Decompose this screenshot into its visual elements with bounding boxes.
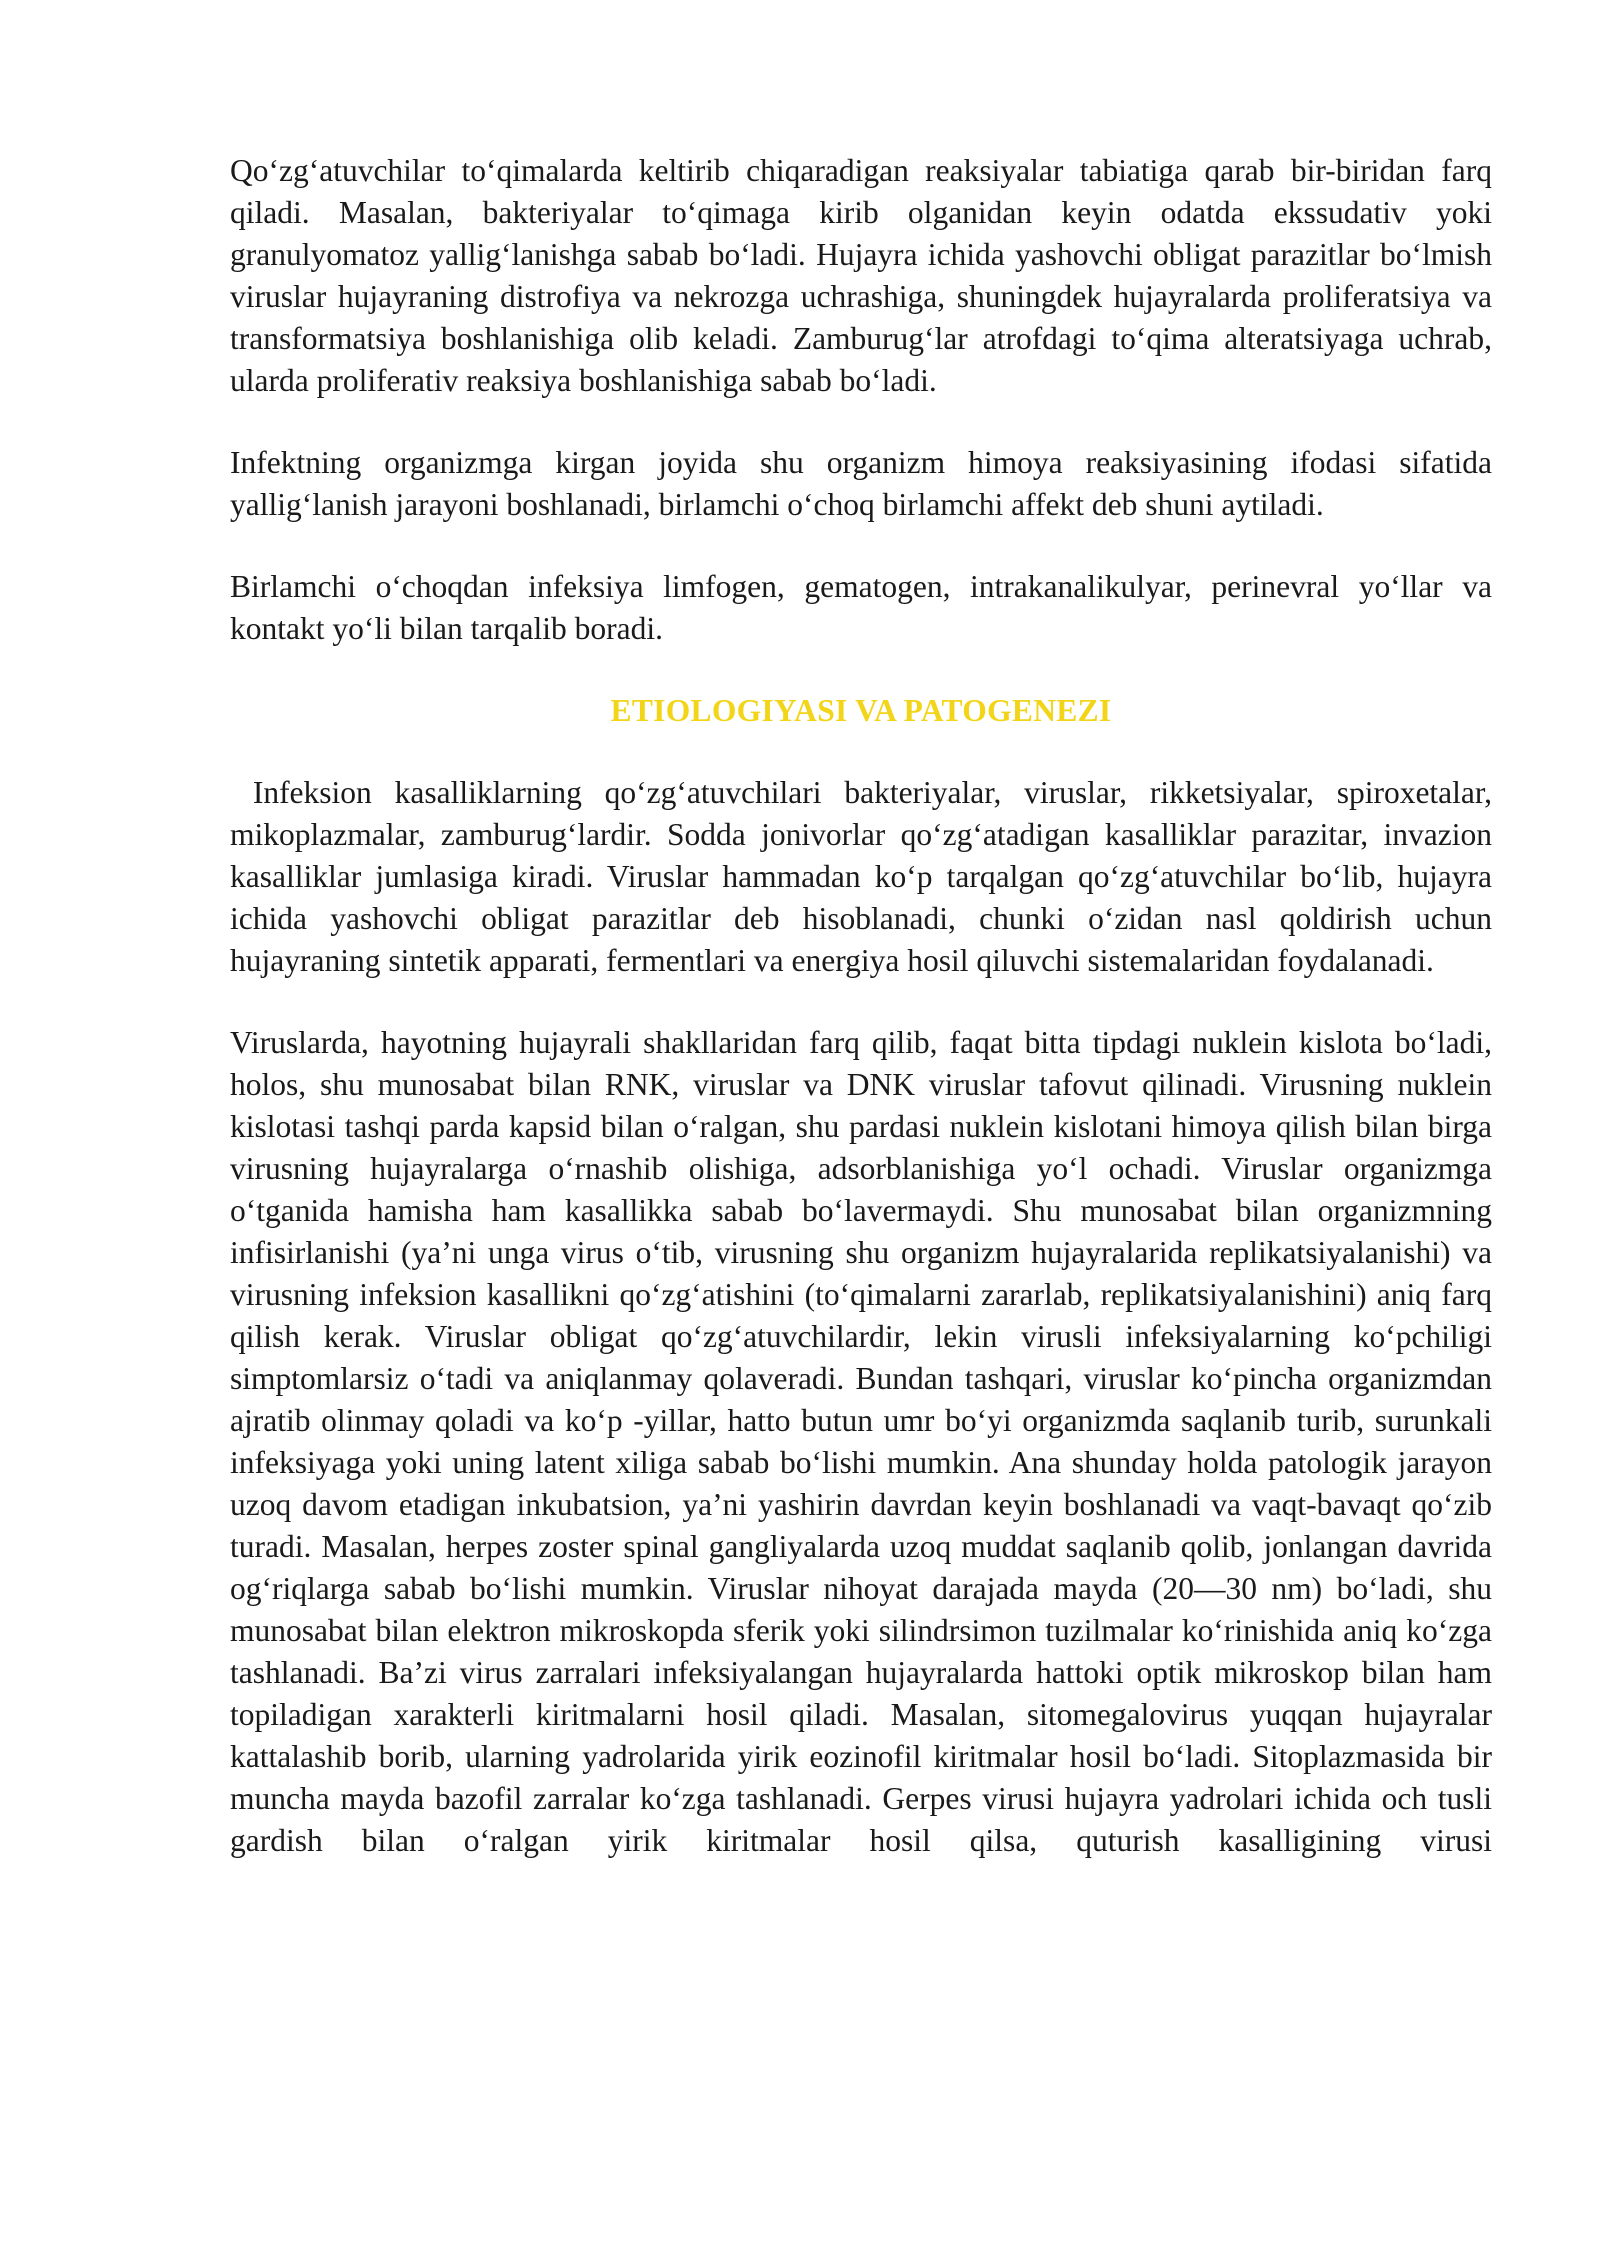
section-heading: ETIOLOGIYASI VA PATOGENEZI — [610, 693, 1112, 728]
paragraph-infectious-agents: Infeksion kasalliklarning qoʻzgʻatuvchilari bakteriyalar, viruslar, rikketsiyalar, spiroxetalar, mikoplazmalar, zamburugʻlardir. Sodda jonivorlar qoʻzgʻatadigan kasalliklar parazitar, invazion kasalliklar jumlasiga kiradi. Viruslar hammadan koʻp tarqalgan qoʻzgʻatuvchilar boʻlib, hujayra ichida yashovchi obligat parazitlar deb hisoblanadi, chunki oʻzidan nasl qoldirish uchun hujayraning sintetik apparati, fermentlari va energiya hosil qiluvchi sistemalaridan foydalanadi. — [230, 775, 1500, 978]
paragraph-pathogen-reactions: Qoʻzgʻatuvchilar toʻqimalarda keltirib chiqaradigan reaksiyalar tabiatiga qarab bir-biridan farq qiladi. Masalan, bakteriyalar toʻqimaga kirib olganidan keyin odatda ekssudativ yoki granulyomatoz yalligʻlanishga sabab boʻladi. Hujayra ichida yashovchi obligat parazitlar boʻlmish viruslar hujayraning distrofiya va nekrozga uchrashiga, shuningdek hujayralarda proliferatsiya va transformatsiya boshlanishiga olib keladi. Zamburugʻlar atrofdagi toʻqima alteratsiyaga uchrab, ularda proliferativ reaksiya boshlanishiga sabab boʻladi. — [230, 153, 1492, 398]
paragraph-primary-focus: Infektning organizmga kirgan joyida shu organizm himoya reaksiyasining ifodasi sifatida yalligʻlanish jarayoni boshlanadi, birlamchi oʻchoq birlamchi affekt deb shuni aytiladi. — [230, 445, 1492, 522]
paragraph-viruses: Viruslarda, hayotning hujayrali shakllaridan farq qilib, faqat bitta tipdagi nuklein kislota boʻladi, holos, shu munosabat bilan RNK, viruslar va DNK viruslar tafovut qilinadi. Virusning nuklein kislotasi tashqi parda kapsid bilan oʻralgan, shu pardasi nuklein kislotani himoya qilish bilan birga virusning hujayralarga oʻrnashib olishiga, adsorblanishiga yoʻl ochadi. Viruslar organizmga oʻtganida hamisha ham kasallikka sabab boʻlavermaydi. Shu munosabat bilan organizmning infisirlanishi (yaʼni unga virus oʻtib, virusning shu organizm hujayralarida replikatsiyalanishi) va virusning infeksion kasallikni qoʻzgʻatishini (toʻqimalarni zararlab, replikatsiyalanishini) aniq farq qilish kerak. Viruslar obligat qoʻzgʻatuvchilardir, lekin virusli infeksiyalarning koʻpchiligi simptomlarsiz oʻtadi va aniqlanmay qolaveradi. Bundan tashqari, viruslar koʻpincha organizmdan ajratib olinmay qoladi va koʻp -yillar, hatto butun umr boʻyi organizmda saqlanib turib, surunkali infeksiyaga yoki uning latent xiliga sabab boʻlishi mumkin. Ana shunday holda patologik jarayon uzoq davom etadigan inkubatsion, yaʼni yashirin davrdan keyin boshlanadi va vaqt-bavaqt qoʻzib turadi. Masalan, herpes zoster spinal gangliyalarda uzoq muddat saqlanib qolib, jonlangan davrida ogʻriqlarga sabab boʻlishi mumkin. Viruslar nihoyat darajada mayda (20—30 nm) boʻladi, shu munosabat bilan elektron mikroskopda sferik yoki silindrsimon tuzilmalar koʻrinishida aniq koʻzga tashlanadi. Baʼzi virus zarralari infeksiyalangan hujayralarda hattoki optik mikroskop bilan ham topiladigan xarakterli kiritmalarni hosil qiladi. Masalan, sitomegalovirus yuqqan hujayralar kattalashib borib, ularning yadrolarida yirik eozinofil kiritmalar hosil boʻladi. Sitoplazmasida bir muncha mayda bazofil zarralar koʻzga tashlanadi. Gerpes virusi hujayra yadrolari ichida och tusli gardish bilan oʻralgan yirik kiritmalar hosil qilsa, quturish kasalligining virusi — [230, 1025, 1492, 1858]
document-page — [230, 150, 1500, 1862]
paragraph-infection-spread: Birlamchi oʻchoqdan infeksiya limfogen, gematogen, intrakanalikulyar, perinevral yoʻllar va kontakt yoʻli bilan tarqalib boradi. — [230, 569, 1492, 646]
